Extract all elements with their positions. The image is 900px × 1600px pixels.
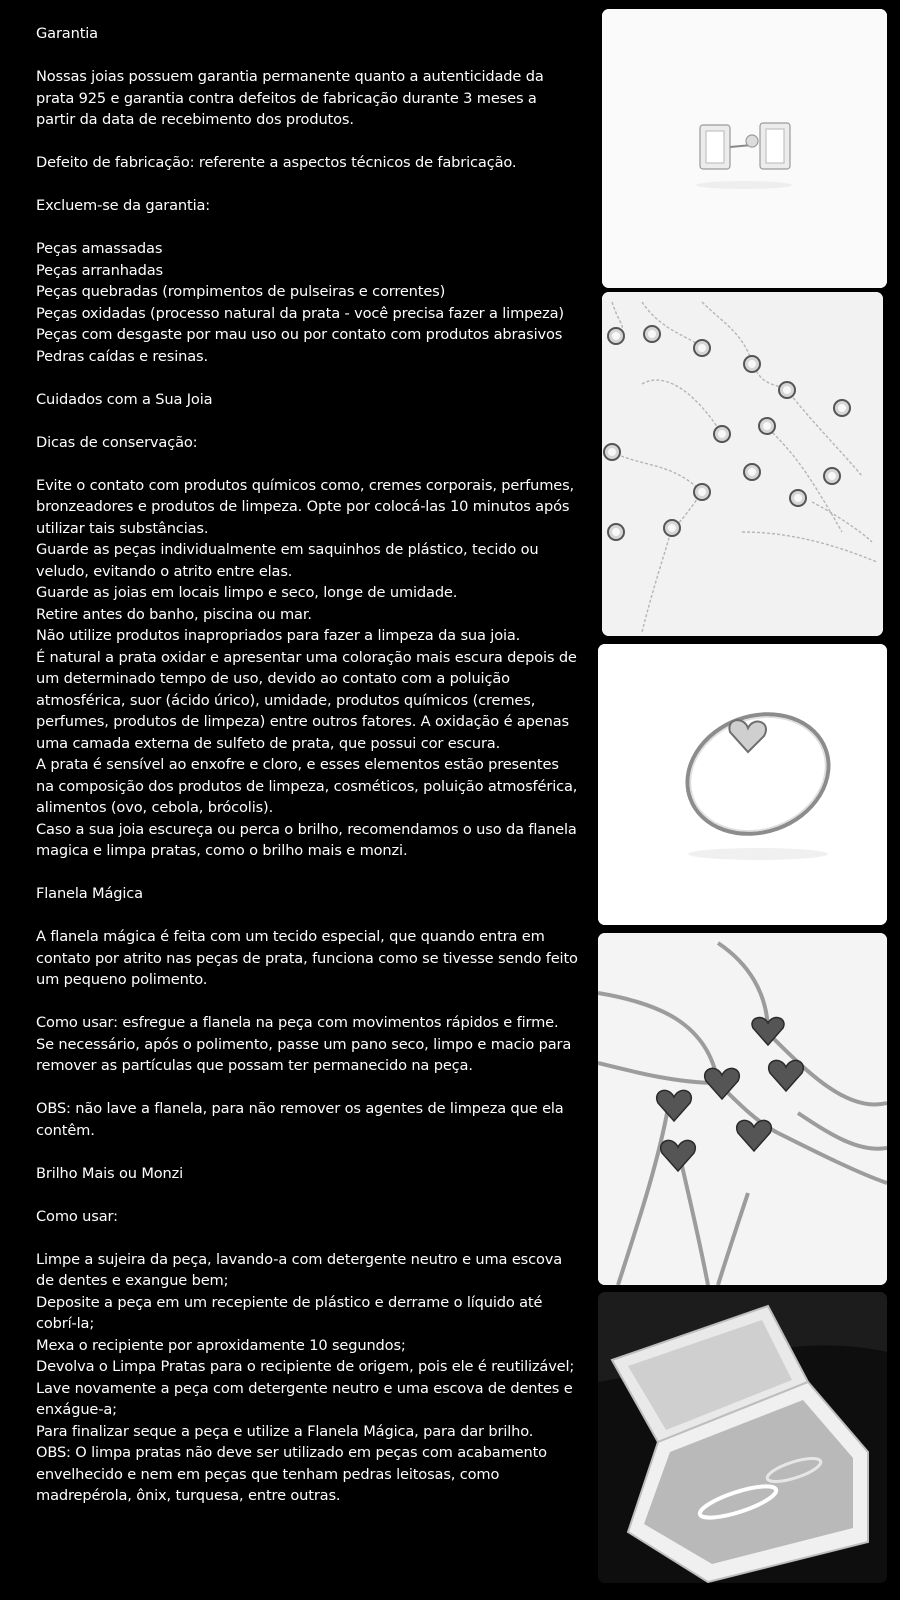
- garantia-intro: Nossas joias possuem garantia permanente quanto a autenticidade da prata 925 e garantia contra defeitos de fabricação durante 3 meses a partir da data de recebimento dos produtos.: [36, 68, 544, 128]
- dica-item: Retire antes do banho, piscina ou mar.: [36, 605, 312, 623]
- necklace-photo: [598, 933, 887, 1285]
- ring-illustration: [598, 644, 887, 925]
- bracelets-illustration: [602, 292, 883, 636]
- como-usar-heading: Como usar:: [36, 1207, 118, 1225]
- jewelry-box-illustration: [598, 1292, 887, 1583]
- ring-photo: [598, 644, 887, 925]
- dica-item: Guarde as joias em locais limpo e seco, longe de umidade.: [36, 584, 458, 601]
- step-item: Para finalizar seque a peça e utilize a Flanela Mágica, para dar brilho.: [36, 1422, 534, 1440]
- exclusions-list: [36, 238, 580, 367]
- exclusion-item: Peças com desgaste por mau uso ou por contato com produtos abrasivos: [36, 326, 563, 343]
- exclusion-item: Peças quebradas (rompimentos de pulseiras e correntes): [36, 283, 446, 300]
- garantia-heading: Garantia: [36, 25, 98, 42]
- step-item: Mexa o recipiente por aproxidamente 10 segundos;: [36, 1336, 406, 1354]
- bracelets-photo: [602, 292, 883, 636]
- excluem-heading: Excluem-se da garantia:: [36, 197, 211, 214]
- earrings-photo: [602, 9, 887, 288]
- earrings-illustration: [602, 9, 887, 288]
- exclusion-item: Peças arranhadas: [36, 261, 163, 279]
- flanela-obs: OBS: não lave a flanela, para não remover os agentes de limpeza que ela contêm.: [36, 1100, 564, 1139]
- cuidados-heading: Cuidados com a Sua Joia: [36, 390, 213, 408]
- necklace-illustration: [598, 933, 887, 1285]
- steps-list: [36, 1249, 580, 1507]
- flanela-description: A flanela mágica é feita com um tecido especial, que quando entra em contato por atrito nas peças de prata, funciona como se tivesse sendo feito um pequeno polimento.: [36, 928, 578, 988]
- jewelry-box-photo: [598, 1292, 887, 1583]
- dica-item: Evite o contato com produtos químicos como, cremes corporais, perfumes, bronzeadores e produtos de limpeza. Opte por colocá-las 10 minutos após utilizar tais substâncias.: [36, 476, 575, 537]
- brilho-heading: Brilho Mais ou Monzi: [36, 1164, 184, 1182]
- dica-item: A prata é sensível ao enxofre e cloro, e esses elementos estão presentes na composição dos produtos de limpeza, cosméticos, poluição atmosférica, alimentos (ovo, cebola, brócolis).: [36, 756, 578, 816]
- step-item: Devolva o Limpa Pratas para o recipiente de origem, pois ele é reutilizável;: [36, 1358, 575, 1375]
- defeito-text: Defeito de fabricação: referente a aspectos técnicos de fabricação.: [36, 154, 517, 171]
- step-item: Limpe a sujeira da peça, lavando-a com detergente neutro e uma escova de dentes e exangue bem;: [36, 1250, 563, 1289]
- dica-item: Guarde as peças individualmente em saquinhos de plástico, tecido ou veludo, evitando o atrito entre elas.: [36, 541, 539, 580]
- flanela-heading: Flanela Mágica: [36, 885, 143, 902]
- step-item: Deposite a peça em um recepiente de plástico e derrame o líquido até cobrí-la;: [36, 1293, 543, 1332]
- dica-item: É natural a prata oxidar e apresentar uma coloração mais escura depois de um determinado tempo de uso, devido ao contato com a poluição atmosférica, suor (ácido úrico), umidade, produtos químicos (cremes, perfumes, produtos de limpeza) entre outros fatores. A oxidação é apenas uma camada externa de sulfeto de prata, que possui cor escura.: [36, 648, 577, 752]
- step-item: Lave novamente a peça com detergente neutro e uma escova de dentes e enxágue-a;: [36, 1379, 573, 1418]
- exclusion-item: Peças oxidadas (processo natural da prata - você precisa fazer a limpeza): [36, 304, 564, 322]
- flanela-usage: Como usar: esfregue a flanela na peça com movimentos rápidos e firme. Se necessário, após o polimento, passe um pano seco, limpo e macio para remover as partículas que possam ter permanecido na peça.: [36, 1014, 572, 1074]
- dica-item: Não utilize produtos inapropriados para fazer a limpeza da sua joia.: [36, 627, 521, 644]
- exclusion-item: Pedras caídas e resinas.: [36, 347, 208, 365]
- dica-item: Caso a sua joia escureça ou perca o brilho, recomendamos o uso da flanela magica e limpa pratas, como o brilho mais e monzi.: [36, 820, 577, 859]
- warranty-care-text: [36, 23, 580, 1528]
- dicas-list: [36, 475, 580, 862]
- exclusion-item: Peças amassadas: [36, 240, 163, 257]
- step-item: OBS: O limpa pratas não deve ser utilizado em peças com acabamento envelhecido e nem em peças que tenham pedras leitosas, como madrepérola, ônix, turquesa, entre outras.: [36, 1444, 547, 1504]
- dicas-heading: Dicas de conservação:: [36, 433, 198, 451]
